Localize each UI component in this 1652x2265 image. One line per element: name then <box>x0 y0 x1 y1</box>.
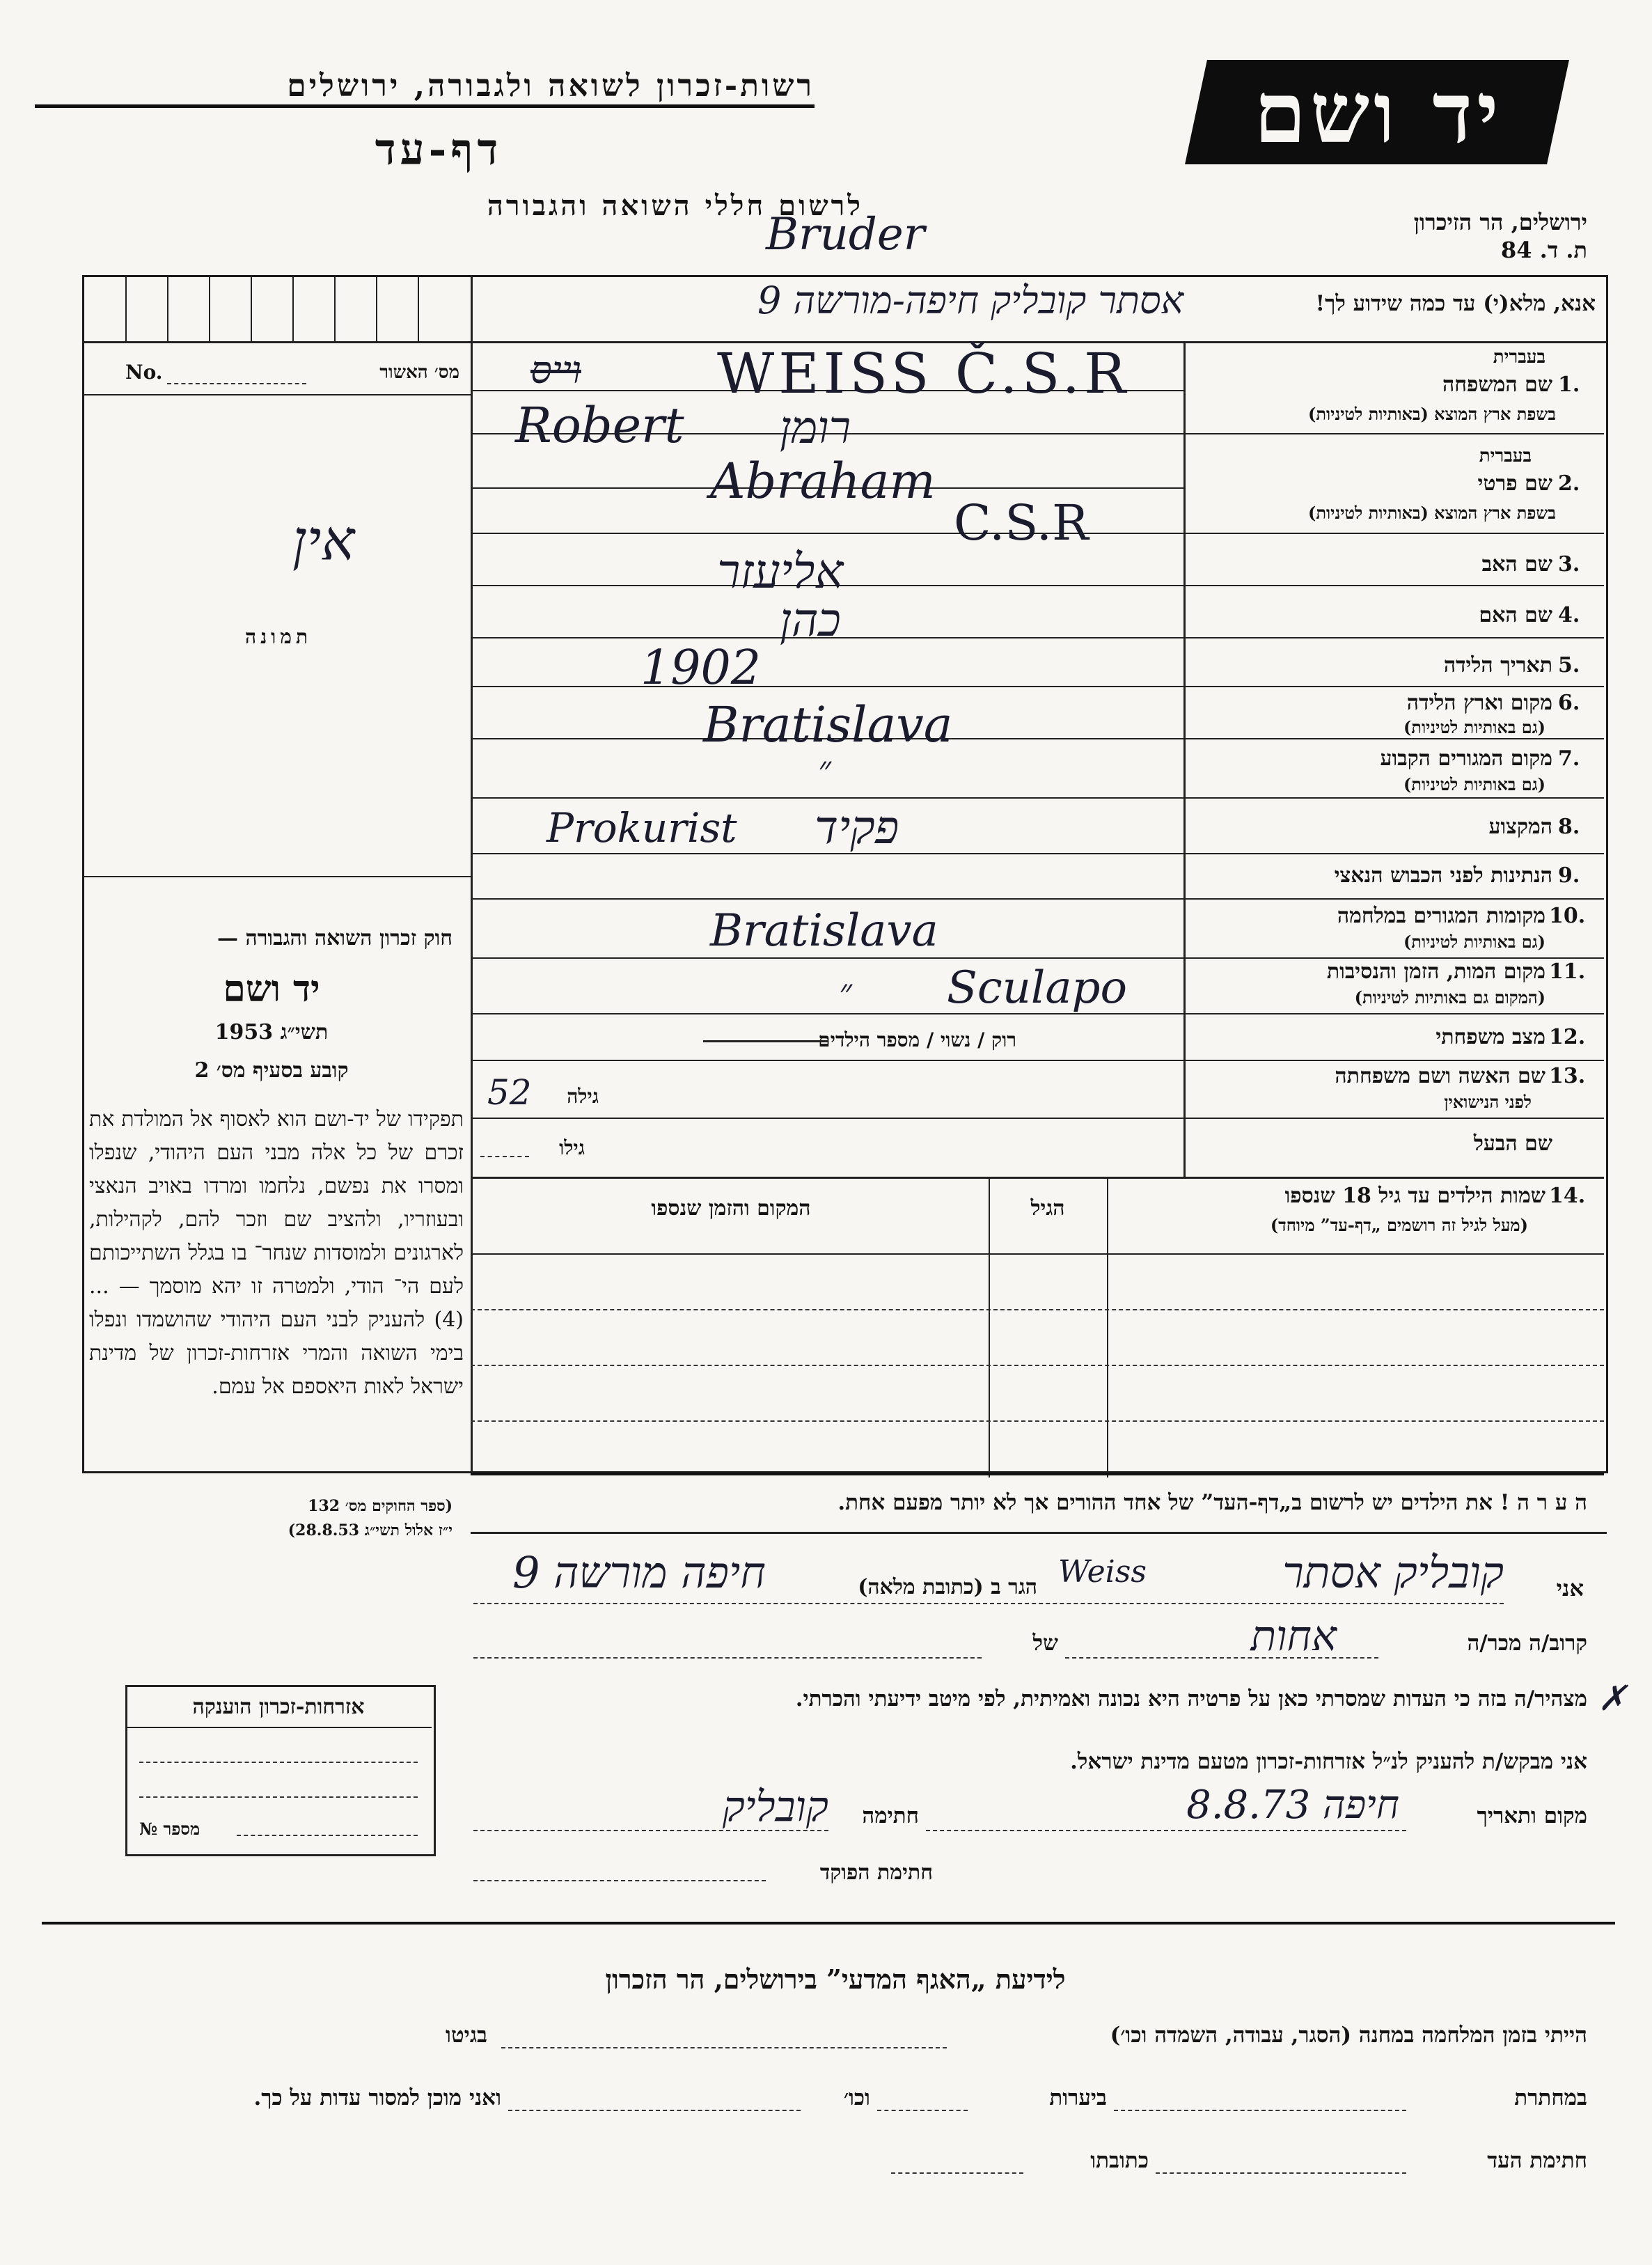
field-6-label: מקום וארץ הלידה <box>1406 691 1552 715</box>
field-1-num: 1. <box>1558 373 1580 397</box>
authority-title: רשות-זכרון לשואה ולגבורה, ירושלים <box>287 68 815 104</box>
entry-line-9 <box>471 797 1183 799</box>
photo-label: תמונה <box>244 625 313 648</box>
field-2-lang2: בשפת ארץ המוצא (באותיות לטיניות) <box>1308 503 1556 523</box>
children-table-bottom <box>471 1473 1604 1475</box>
row-sep-2 <box>1183 533 1604 534</box>
children-col-1 <box>989 1177 990 1478</box>
bottom-forests: ביערות <box>1049 2085 1107 2110</box>
field-11-label: מקום המות, הזמן והנסיבות <box>1326 959 1545 984</box>
field-2-lang1: בעברית <box>1479 446 1532 467</box>
field-11-note: (המקום גם באותיות לטיניות) <box>1354 987 1545 1008</box>
row-sep-14 <box>471 1177 1604 1179</box>
field-6-note: (גם באותיות לטיניות) <box>1403 717 1545 737</box>
children-row-3 <box>471 1420 1604 1422</box>
field-2-label: שם פרטי <box>1477 471 1552 496</box>
children-col-age: הגיל <box>1030 1196 1065 1221</box>
decl-place-date-label: מקום ותאריך <box>1477 1803 1587 1828</box>
field-14-label: שמות הילדים עד גיל 18 שנספו <box>1284 1184 1545 1208</box>
photo-bottom <box>84 876 471 877</box>
row-sep-9 <box>1183 898 1604 900</box>
citizenship-no-line <box>237 1835 418 1836</box>
decl-margin-mark: ✗ <box>1598 1678 1627 1718</box>
field-14-num: 14. <box>1549 1184 1586 1208</box>
approval-boxes <box>84 276 471 341</box>
decl-of: של <box>1032 1631 1058 1656</box>
husband-age-line <box>480 1156 529 1157</box>
hand-surname-latin: WEISS Č.S.R <box>717 341 1131 406</box>
husband-age-label: גילו <box>559 1136 585 1159</box>
wife-age-label: גילה <box>567 1085 599 1108</box>
field-3-label: שם האב <box>1481 552 1552 577</box>
decl-hand-address: חיפה מורשה 9 <box>512 1547 766 1598</box>
field-10-label: מקומות המגורים במלחמה <box>1337 904 1545 928</box>
decl-officer-sign: חתימת הפוקד <box>819 1860 933 1885</box>
field-5-num: 5. <box>1558 653 1580 677</box>
hand-profession-latin: Prokurist <box>546 804 737 852</box>
hand-death-place: Sculapo <box>947 962 1128 1014</box>
hand-residence-ditto: ״ <box>818 749 831 789</box>
field-13-num: 13. <box>1549 1064 1586 1088</box>
decl-mid: הגר ב (כתובת מלאה) <box>858 1575 1037 1599</box>
row-sep-3 <box>1183 585 1604 586</box>
law-name: יד ושם <box>223 968 320 1010</box>
bottom-line-2b <box>877 2110 968 2111</box>
decl-hand-place-date: חיפה 8.8.73 <box>1186 1782 1399 1828</box>
left-col-divider <box>471 275 473 1475</box>
field-14-note: (מעל לגיל זה רושמים „דף-עד” מיוחד) <box>1270 1215 1528 1235</box>
field-7-note: (גם באותיות לטיניות) <box>1403 774 1545 794</box>
children-header-line <box>471 1253 1604 1255</box>
field-13-label: שם האשה ושם משפחתה <box>1335 1064 1545 1088</box>
row-sep-13 <box>1183 1118 1604 1119</box>
field-12-label: מצב משפחתי <box>1435 1025 1545 1049</box>
field-5-label: תאריך הלידה <box>1443 653 1552 677</box>
hand-csr: C.S.R <box>954 494 1089 551</box>
family-status: רוק / נשוי / מספר הילדים <box>818 1028 1016 1051</box>
citizenship-title: אזרחות-זכרון הוענקה <box>192 1695 365 1719</box>
children-row-1 <box>471 1309 1604 1310</box>
field-3-num: 3. <box>1558 552 1580 577</box>
hand-surname-crossed: וייס <box>530 348 581 392</box>
instruction-text: אנא, מלא(י) עד כמה שידוע לך! <box>1315 291 1596 316</box>
children-col-2 <box>1107 1177 1108 1478</box>
decl-line-5b <box>473 1830 828 1831</box>
field-8-num: 8. <box>1558 815 1580 839</box>
bottom-line-2c <box>508 2110 801 2111</box>
field-10-num: 10. <box>1549 904 1586 928</box>
form-subtitle: לרשום חללי השואה והגבורה <box>487 189 863 222</box>
field-11-num: 11. <box>1549 959 1586 984</box>
bottom-section-rule <box>42 1922 1615 1925</box>
decl-line-6 <box>473 1880 766 1881</box>
row-sep-10 <box>1183 957 1604 959</box>
bottom-address: כתובתו <box>1090 2148 1149 2173</box>
bottom-line-1a <box>501 2047 947 2048</box>
decl-line4: אני מבקש/ת להעניק לנ״ל אזרחות-זכרון מטעם מדינת ישראל. <box>1070 1749 1587 1774</box>
family-status-strike <box>703 1040 828 1042</box>
hand-firstname-he: רומן <box>780 402 851 454</box>
law-ref2: י״ז אלול תשי״ג 28.8.53) <box>288 1521 453 1539</box>
bottom-line-3b <box>891 2172 1023 2174</box>
note-underline <box>471 1532 1607 1534</box>
decl-hand-extra: Weiss <box>1058 1554 1147 1590</box>
bottom-etc: וכו׳ <box>843 2085 870 2110</box>
bottom-title: לידיעת „האגף המדעי” בירושלים, הר הזכרון <box>605 1964 1066 1995</box>
row-sep-7 <box>1183 797 1604 799</box>
hand-mother-he: כהן <box>780 593 841 647</box>
note-text: ה ע ר ה ! את הילדים יש לרשום ב„דף-העד” של אחד ההורים אך לא יותר מפעם אחת. <box>837 1490 1587 1515</box>
bottom-line-2a <box>1114 2110 1406 2111</box>
approval-no-label: No. <box>125 361 163 384</box>
address: ירושלים, הר הזיכרון <box>1413 209 1587 235</box>
law-title: חוק זכרון השואה והגבורה — <box>217 926 453 950</box>
row-sep-12 <box>1183 1060 1604 1061</box>
field-13-note: לפני הנישואין <box>1444 1092 1532 1112</box>
field-7-label: מקום המגורים הקבוע <box>1380 746 1552 771</box>
entry-line-15 <box>471 1118 1183 1119</box>
field-9-num: 9. <box>1558 863 1580 888</box>
decl-line-1 <box>473 1603 1504 1604</box>
row-sep-6 <box>1183 738 1604 739</box>
decl-line-5a <box>926 1830 1406 1831</box>
bottom-camp: הייתי בזמן המלחמה במחנה (הסגר, עבודה, השמדה וכו׳) <box>1110 2023 1587 2048</box>
row-sep-4 <box>1183 637 1604 638</box>
field-10-note: (גם באותיות לטיניות) <box>1403 932 1545 952</box>
hand-profession-he: פקיד <box>815 801 899 854</box>
decl-hand-name: קובליק אסתר <box>1282 1547 1504 1598</box>
decl-line3: מצהיר/ה בזה כי העדות שמסרתי כאן על פרטיה היא נכונה ואמיתית, לפי מיטב ידיעתי והכרתי. <box>795 1686 1587 1711</box>
decl-line-2b <box>473 1657 982 1659</box>
citizenship-dots-1 <box>139 1762 418 1763</box>
decl-line-2a <box>1065 1657 1378 1659</box>
decl-prefix: אני <box>1556 1575 1584 1601</box>
law-ref1: (ספר החוקים מס׳ 132 <box>308 1497 453 1515</box>
bottom-ready: ואני מוכן למסור עדות על כך. <box>253 2085 501 2110</box>
row-sep-11 <box>1183 1013 1604 1014</box>
citizenship-dots-2 <box>139 1796 418 1798</box>
husband-label: שם הבעל <box>1473 1131 1552 1156</box>
hand-death-ditto: ״ <box>839 971 852 1012</box>
field-6-num: 6. <box>1558 691 1580 715</box>
field-7-num: 7. <box>1558 746 1580 771</box>
children-col-place: המקום והזמן שנספו <box>651 1196 811 1221</box>
row-sep-5 <box>1183 686 1604 687</box>
hand-father: Abraham <box>710 453 936 510</box>
photo-hand-mark: אין <box>292 508 355 573</box>
law-text: תפקידו של יד-ושם הוא לאסוף אל המולדת את זכרם של כל אלה מבני העם היהודי, שנפלו ומסרו את נפשם, נלחמו ומרדו באויב הנאצי ובעוזריו, ולהציב שם וזכר להם, לקהילות, לארגונים ולמוסדות שנחר־ בו בגלל השתייכותם לעם הי־ הודי, ולמטרה זו יהא מוסמך — ...(4) להעניק לבני העם היהודי שהושמדו ונפלו בימי השואה והמרי אזרחות-זכרון של מדינת ישראל לאות היאספם אל עמם. <box>89 1107 464 1399</box>
approval-label: מס׳ האשור <box>379 362 459 383</box>
field-1-label: שם המשפחה <box>1442 373 1552 397</box>
label-col-divider <box>1183 341 1186 1177</box>
entry-line-7 <box>471 686 1183 687</box>
field-2-num: 2. <box>1558 471 1580 496</box>
approval-underline <box>84 394 471 395</box>
decl-sign-label: חתימה <box>862 1803 919 1828</box>
hand-wife-age-mark: 52 <box>487 1072 532 1113</box>
field-1-lang1: בעברית <box>1493 347 1545 368</box>
field-9-label: הנתינות לפני הכבוש הנאצי <box>1334 863 1552 888</box>
law-section: קובע בסעיף מס׳ 2 <box>194 1058 349 1083</box>
citizenship-no: № מספר <box>139 1819 200 1839</box>
bottom-witness-sign: חתימת העד <box>1487 2148 1587 2173</box>
field-12-num: 12. <box>1549 1025 1586 1049</box>
entry-line-14 <box>471 1060 1183 1061</box>
hand-birth-year: 1902 <box>640 641 762 696</box>
field-4-num: 4. <box>1558 603 1580 627</box>
row-sep-8 <box>1183 853 1604 854</box>
logo-text: יד ושם <box>1254 64 1503 162</box>
decl-hand-relation: אחות <box>1250 1612 1337 1661</box>
decl-relation-label: קרוב/ה מכר/ה <box>1467 1631 1587 1656</box>
hand-birthplace: Bratislava <box>703 696 953 753</box>
hand-firstname-latin: Robert <box>515 397 684 454</box>
row-sep-1 <box>1183 433 1604 434</box>
hand-bruder: Bruder <box>766 209 925 260</box>
hand-instruction-name: אסתר קובליק חיפה-מורשה 9 <box>757 279 1183 322</box>
form-title: דף-עד <box>375 124 503 175</box>
bottom-ghetto: בגיטו <box>446 2023 487 2048</box>
hand-father-he: אליעזר <box>717 544 844 599</box>
field-1-lang2: בשפת ארץ המוצא (באותיות לטיניות) <box>1308 404 1556 424</box>
entry-line-11 <box>471 898 1183 900</box>
entry-line-12 <box>471 957 1183 959</box>
children-row-2 <box>471 1365 1604 1366</box>
hand-wartime-place: Bratislava <box>710 905 938 957</box>
field-8-label: המקצוע <box>1488 815 1552 839</box>
approval-no-line <box>167 383 306 384</box>
header-rule <box>35 104 815 108</box>
law-year: תשי״ג 1953 <box>214 1020 329 1044</box>
decl-hand-sign: קובליק <box>722 1782 828 1831</box>
bottom-line-3a <box>1156 2172 1406 2174</box>
bottom-underground: במחתרת <box>1514 2085 1587 2110</box>
field-4-label: שם האם <box>1479 603 1552 627</box>
pobox: ת. ד. 84 <box>1501 237 1587 263</box>
citizenship-title-line <box>125 1727 432 1728</box>
